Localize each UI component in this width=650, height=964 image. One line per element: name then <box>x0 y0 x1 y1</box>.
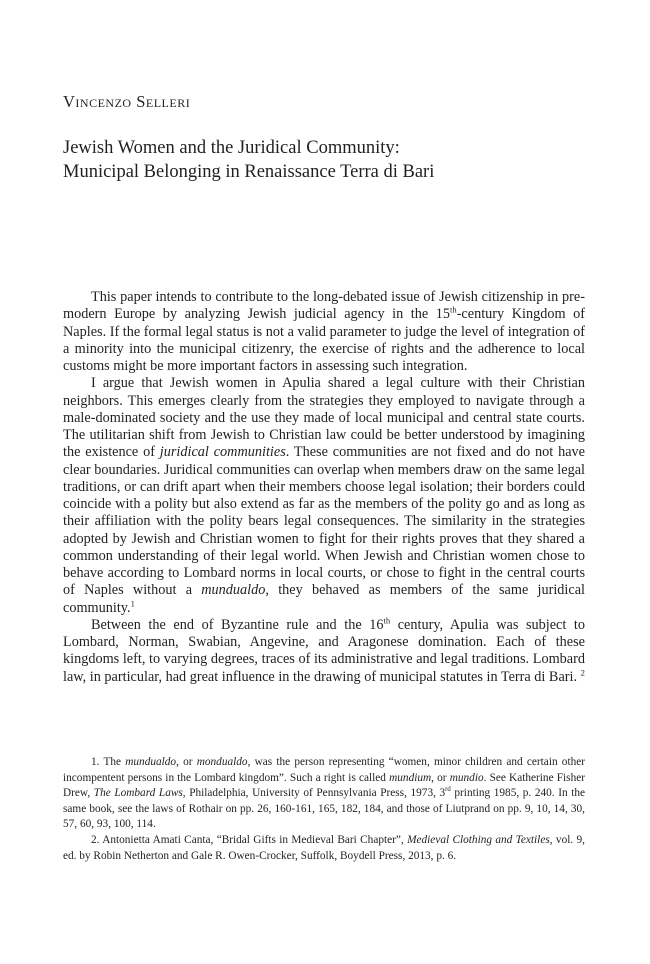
text-run: , or <box>176 756 197 768</box>
text-run: I argue that Jewish women in Apulia shared a legal culture with their Christian neighbors. This emerges clearly from the strategies they employed to navigate through a male-dominated society and the use they made of local municipal and central state courts. The utilitarian shift from Jewish to Christian law could be better understood by imagining the existence of <box>63 375 585 461</box>
text-run: printing 1985, p. 240. In the same book, see the laws of Rothair on pp. 26, 160-161, 165, 182, 184, and those of Liutprand on pp. 9, 10, 14, 30, 57, 60, 93, 100, 114. <box>63 787 585 831</box>
footnote-2 <box>63 833 585 864</box>
italic-term: mundualdo <box>201 582 266 599</box>
article-body <box>63 289 585 686</box>
italic-term: mundium <box>389 771 432 784</box>
footnote-1 <box>63 755 585 833</box>
text-run: 2. Antonietta Amati Canta, “Bridal Gifts in Medieval Bari Chapter”, <box>91 833 408 846</box>
ordinal-superscript: th <box>450 304 457 315</box>
italic-term: mundio <box>449 771 484 784</box>
text-run: . These communities are not fixed and do not have clear boundaries. Juridical communities can overlap when members draw on the same legal traditions, or can drift apart when their members choose legal isolation; their borders could coincide with a polity but also extend as far as the members of the polity go and as long as their affiliation with the polity bears legal consequences. The similarity in the strategies adopted by Jewish and Christian women to fight for their rights proves that they shared a common understanding of their legal world. When Jewish and Christian women chose to behave according to Lombard norms in local courts, or chose to fight in the central courts of Naples without a <box>63 444 585 599</box>
footnote-reference[interactable]: 1 <box>130 597 135 608</box>
text-run: , they behaved as members of the same juridical community. <box>63 582 586 616</box>
text-run: 1. The <box>91 756 126 768</box>
book-title: Medieval Clothing and Textiles <box>407 833 550 846</box>
text-run: -century Kingdom of Naples. If the formal legal status is not a valid parameter to judge the level of integration of a minority into the municipal citizenry, the exercise of rights and the adherence to local customs might be more important factors in assessing such integration. <box>63 306 585 374</box>
italic-term: mundualdo <box>125 756 177 768</box>
italic-term: juridical communities <box>159 444 286 461</box>
text-run: century, Apulia was subject to Lombard, Norman, Swabian, Angevine, and Aragonese domination. Each of these kingdoms left, to varying degrees, traces of its administrative and legal traditions. Lombard law, in particular, had great influence in the drawing of municipal statutes in Terra di Bari. <box>63 616 585 685</box>
ordinal-superscript: th <box>383 615 391 625</box>
body-paragraph <box>63 617 585 686</box>
title-line-1: Jewish Women and the Juridical Community: <box>63 138 400 158</box>
article-title <box>63 136 603 184</box>
body-paragraph <box>63 375 585 617</box>
text-run: , or <box>431 771 450 784</box>
body-paragraph <box>63 289 585 375</box>
footnote-reference[interactable]: 2 <box>580 666 585 677</box>
text-run: This paper intends to contribute to the long-debated issue of Jewish citizenship in pre-modern Europe by analyzing Jewish judicial agency in the 15 <box>63 289 585 323</box>
text-run: Between the end of Byzantine rule and the 16 <box>91 616 384 633</box>
ordinal-superscript: rd <box>445 786 451 794</box>
text-run: . See Katherine Fisher Drew, <box>63 771 585 800</box>
text-run: , Philadelphia, University of Pennsylvania Press, 1973, 3 <box>182 787 446 800</box>
author-name: Vincenzo Selleri <box>63 92 191 111</box>
text-run: , vol. 9, ed. by Robin Netherton and Gale R. Owen-Crocker, Suffolk, Boydell Press, 2013, p. 6. <box>63 833 585 862</box>
italic-term: mondualdo <box>196 756 248 768</box>
text-run: , was the person representing “women, minor children and certain other incompentent persons in the Lombard kingdom”. Such a right is called <box>63 756 586 784</box>
title-line-2: Municipal Belonging in Renaissance Terra di Bari <box>63 162 435 182</box>
footnotes <box>63 755 585 864</box>
book-title: The Lombard Laws <box>93 787 183 800</box>
